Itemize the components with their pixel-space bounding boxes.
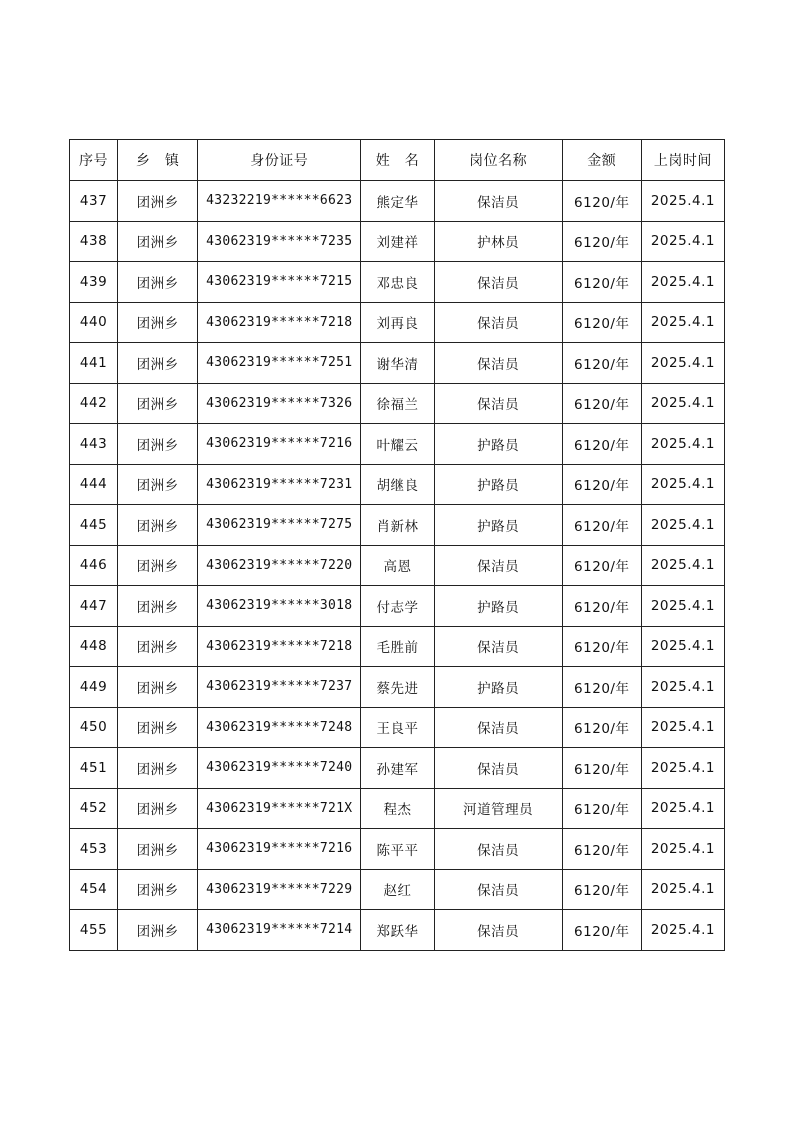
table-header-row — [70, 140, 725, 181]
cell-name: 肖新林 — [361, 505, 434, 546]
table-row — [70, 586, 725, 627]
cell-amount: 6120/年 — [562, 505, 641, 546]
table-row — [70, 829, 725, 870]
cell-no: 447 — [70, 586, 118, 627]
cell-date: 2025.4.1 — [641, 302, 724, 343]
cell-amount: 6120/年 — [562, 302, 641, 343]
cell-post: 保洁员 — [434, 262, 562, 303]
cell-name: 徐福兰 — [361, 383, 434, 424]
cell-town: 团洲乡 — [118, 748, 198, 789]
cell-town: 团洲乡 — [118, 626, 198, 667]
cell-amount: 6120/年 — [562, 788, 641, 829]
cell-amount: 6120/年 — [562, 383, 641, 424]
header-date: 上岗时间 — [641, 140, 724, 181]
table-row — [70, 262, 725, 303]
cell-no: 444 — [70, 464, 118, 505]
cell-post: 保洁员 — [434, 707, 562, 748]
cell-amount: 6120/年 — [562, 424, 641, 465]
cell-date: 2025.4.1 — [641, 181, 724, 222]
cell-town: 团洲乡 — [118, 586, 198, 627]
cell-no: 448 — [70, 626, 118, 667]
cell-town: 团洲乡 — [118, 221, 198, 262]
cell-name: 郑跃华 — [361, 910, 434, 951]
cell-post: 保洁员 — [434, 829, 562, 870]
table-row — [70, 869, 725, 910]
cell-date: 2025.4.1 — [641, 464, 724, 505]
header-id: 身份证号 — [198, 140, 361, 181]
cell-town: 团洲乡 — [118, 262, 198, 303]
table-row — [70, 221, 725, 262]
cell-name: 谢华清 — [361, 343, 434, 384]
cell-no: 446 — [70, 545, 118, 586]
cell-post: 保洁员 — [434, 748, 562, 789]
header-name: 姓 名 — [361, 140, 434, 181]
cell-id: 43062319******7229 — [198, 869, 361, 910]
cell-id: 43062319******7251 — [198, 343, 361, 384]
cell-id: 43062319******7216 — [198, 829, 361, 870]
cell-no: 451 — [70, 748, 118, 789]
cell-date: 2025.4.1 — [641, 262, 724, 303]
header-town: 乡 镇 — [118, 140, 198, 181]
cell-name: 刘建祥 — [361, 221, 434, 262]
cell-id: 43062319******7215 — [198, 262, 361, 303]
cell-post: 护路员 — [434, 464, 562, 505]
cell-id: 43232219******6623 — [198, 181, 361, 222]
cell-name: 叶耀云 — [361, 424, 434, 465]
cell-no: 450 — [70, 707, 118, 748]
cell-amount: 6120/年 — [562, 748, 641, 789]
cell-date: 2025.4.1 — [641, 910, 724, 951]
cell-id: 43062319******7218 — [198, 302, 361, 343]
cell-id: 43062319******7235 — [198, 221, 361, 262]
cell-post: 保洁员 — [434, 910, 562, 951]
cell-post: 保洁员 — [434, 869, 562, 910]
cell-name: 孙建军 — [361, 748, 434, 789]
table-row — [70, 910, 725, 951]
cell-id: 43062319******3018 — [198, 586, 361, 627]
cell-date: 2025.4.1 — [641, 505, 724, 546]
cell-amount: 6120/年 — [562, 262, 641, 303]
cell-town: 团洲乡 — [118, 910, 198, 951]
cell-no: 453 — [70, 829, 118, 870]
cell-town: 团洲乡 — [118, 829, 198, 870]
cell-id: 43062319******7275 — [198, 505, 361, 546]
cell-no: 437 — [70, 181, 118, 222]
cell-post: 保洁员 — [434, 343, 562, 384]
cell-date: 2025.4.1 — [641, 869, 724, 910]
document-page — [69, 139, 725, 951]
cell-name: 熊定华 — [361, 181, 434, 222]
cell-no: 442 — [70, 383, 118, 424]
cell-date: 2025.4.1 — [641, 707, 724, 748]
cell-no: 441 — [70, 343, 118, 384]
cell-no: 449 — [70, 667, 118, 708]
table-row — [70, 343, 725, 384]
cell-town: 团洲乡 — [118, 424, 198, 465]
table-row — [70, 748, 725, 789]
cell-id: 43062319******7248 — [198, 707, 361, 748]
cell-date: 2025.4.1 — [641, 424, 724, 465]
cell-amount: 6120/年 — [562, 221, 641, 262]
cell-amount: 6120/年 — [562, 586, 641, 627]
cell-id: 43062319******7214 — [198, 910, 361, 951]
cell-name: 蔡先进 — [361, 667, 434, 708]
cell-no: 438 — [70, 221, 118, 262]
table-row — [70, 788, 725, 829]
cell-town: 团洲乡 — [118, 343, 198, 384]
cell-post: 保洁员 — [434, 302, 562, 343]
cell-amount: 6120/年 — [562, 829, 641, 870]
cell-date: 2025.4.1 — [641, 667, 724, 708]
header-amount: 金额 — [562, 140, 641, 181]
cell-amount: 6120/年 — [562, 910, 641, 951]
cell-amount: 6120/年 — [562, 545, 641, 586]
cell-name: 刘再良 — [361, 302, 434, 343]
cell-post: 护路员 — [434, 424, 562, 465]
table-row — [70, 545, 725, 586]
cell-post: 保洁员 — [434, 626, 562, 667]
cell-date: 2025.4.1 — [641, 343, 724, 384]
cell-no: 443 — [70, 424, 118, 465]
cell-no: 452 — [70, 788, 118, 829]
cell-date: 2025.4.1 — [641, 788, 724, 829]
cell-post: 护路员 — [434, 667, 562, 708]
cell-town: 团洲乡 — [118, 505, 198, 546]
table-row — [70, 181, 725, 222]
table-body — [70, 181, 725, 951]
cell-name: 胡继良 — [361, 464, 434, 505]
cell-id: 43062319******7240 — [198, 748, 361, 789]
cell-date: 2025.4.1 — [641, 626, 724, 667]
table-row — [70, 707, 725, 748]
cell-no: 439 — [70, 262, 118, 303]
cell-town: 团洲乡 — [118, 181, 198, 222]
header-no: 序号 — [70, 140, 118, 181]
cell-id: 43062319******7220 — [198, 545, 361, 586]
cell-no: 440 — [70, 302, 118, 343]
cell-name: 陈平平 — [361, 829, 434, 870]
cell-date: 2025.4.1 — [641, 545, 724, 586]
cell-id: 43062319******7326 — [198, 383, 361, 424]
cell-post: 河道管理员 — [434, 788, 562, 829]
cell-date: 2025.4.1 — [641, 221, 724, 262]
table-row — [70, 626, 725, 667]
table-row — [70, 505, 725, 546]
cell-post: 护路员 — [434, 586, 562, 627]
cell-no: 454 — [70, 869, 118, 910]
cell-date: 2025.4.1 — [641, 829, 724, 870]
cell-amount: 6120/年 — [562, 707, 641, 748]
cell-town: 团洲乡 — [118, 383, 198, 424]
cell-id: 43062319******721X — [198, 788, 361, 829]
cell-no: 445 — [70, 505, 118, 546]
cell-amount: 6120/年 — [562, 464, 641, 505]
cell-name: 邓忠良 — [361, 262, 434, 303]
cell-post: 护路员 — [434, 505, 562, 546]
table-row — [70, 302, 725, 343]
cell-town: 团洲乡 — [118, 667, 198, 708]
cell-amount: 6120/年 — [562, 181, 641, 222]
cell-id: 43062319******7216 — [198, 424, 361, 465]
cell-date: 2025.4.1 — [641, 586, 724, 627]
cell-amount: 6120/年 — [562, 626, 641, 667]
cell-post: 保洁员 — [434, 181, 562, 222]
cell-town: 团洲乡 — [118, 464, 198, 505]
cell-post: 护林员 — [434, 221, 562, 262]
table-row — [70, 424, 725, 465]
cell-id: 43062319******7231 — [198, 464, 361, 505]
cell-name: 毛胜前 — [361, 626, 434, 667]
cell-date: 2025.4.1 — [641, 748, 724, 789]
cell-name: 赵红 — [361, 869, 434, 910]
cell-name: 王良平 — [361, 707, 434, 748]
table-row — [70, 383, 725, 424]
cell-town: 团洲乡 — [118, 545, 198, 586]
cell-name: 高恩 — [361, 545, 434, 586]
cell-town: 团洲乡 — [118, 707, 198, 748]
cell-name: 付志学 — [361, 586, 434, 627]
cell-town: 团洲乡 — [118, 788, 198, 829]
cell-amount: 6120/年 — [562, 869, 641, 910]
cell-no: 455 — [70, 910, 118, 951]
cell-town: 团洲乡 — [118, 869, 198, 910]
cell-post: 保洁员 — [434, 383, 562, 424]
cell-date: 2025.4.1 — [641, 383, 724, 424]
header-post: 岗位名称 — [434, 140, 562, 181]
cell-town: 团洲乡 — [118, 302, 198, 343]
cell-amount: 6120/年 — [562, 667, 641, 708]
table-row — [70, 667, 725, 708]
cell-id: 43062319******7218 — [198, 626, 361, 667]
cell-name: 程杰 — [361, 788, 434, 829]
cell-amount: 6120/年 — [562, 343, 641, 384]
cell-id: 43062319******7237 — [198, 667, 361, 708]
cell-post: 保洁员 — [434, 545, 562, 586]
table-row — [70, 464, 725, 505]
personnel-table — [69, 139, 725, 951]
